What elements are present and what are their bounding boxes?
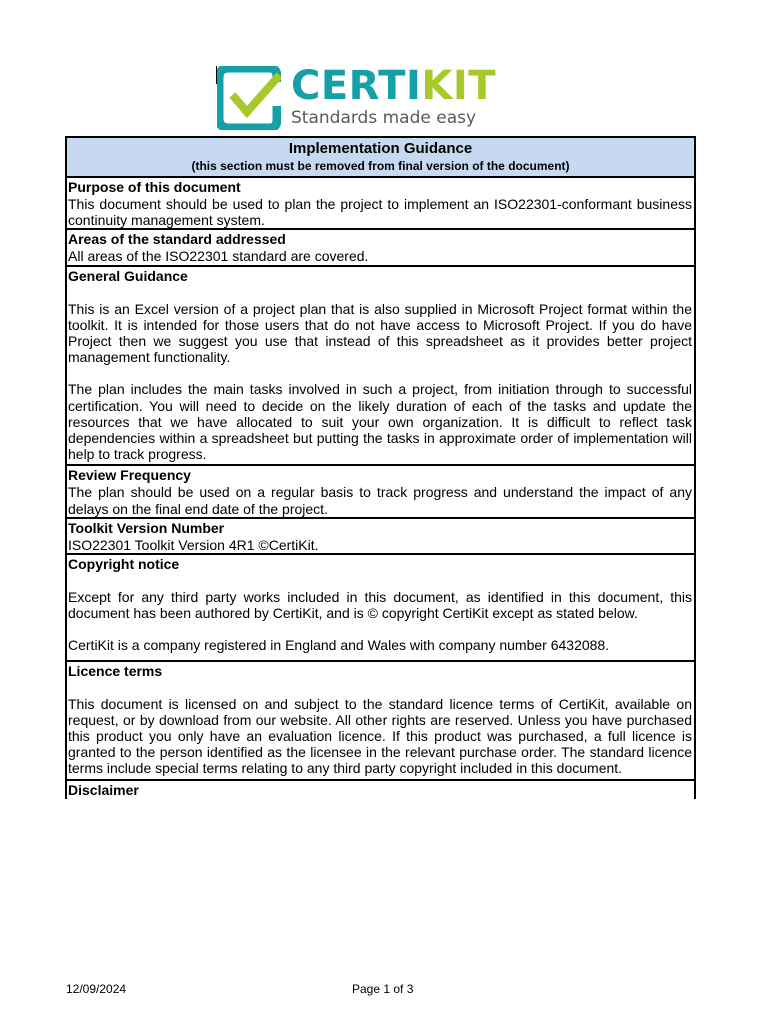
- section-heading: Licence terms: [68, 662, 163, 679]
- section-purpose: [67, 178, 694, 230]
- checkbox-logo-icon: [217, 66, 281, 130]
- footer-page-number: Page 1 of 3: [352, 982, 414, 996]
- section-text: This document should be used to plan the project to implement an ISO22301-conformant business continuity management system.: [68, 196, 692, 229]
- section-heading: Disclaimer: [68, 781, 139, 798]
- logo-word-certi: CERTI: [291, 63, 422, 109]
- certikit-logo: [217, 63, 497, 132]
- section-text: All areas of the ISO22301 standard are covered.: [68, 248, 369, 265]
- section-text: CertiKit is a company registered in England and Wales with company number 6432088.: [68, 637, 610, 654]
- guidance-header: [67, 138, 694, 178]
- footer-date: 12/09/2024: [66, 982, 127, 996]
- guidance-subtitle: (this section must be removed from final version of the document): [191, 159, 570, 173]
- logo-tagline: Standards made easy: [291, 108, 477, 128]
- section-text: ISO22301 Toolkit Version 4R1 ©CertiKit.: [68, 536, 319, 553]
- section-heading: Toolkit Version Number: [68, 519, 225, 536]
- section-text: The plan should be used on a regular basis to track progress and understand the impact of any delays on the final end date of the project.: [68, 484, 692, 517]
- section-heading: Areas of the standard addressed: [68, 231, 286, 248]
- section-text: This is an Excel version of a project plan that is also supplied in Microsoft Project format within the toolkit. It is intended for those users that do not have access to Microsoft Project. If you do have Project then we suggest you use that instead of this spreadsheet as it provides better project management functionality.: [68, 300, 692, 366]
- section-general-guidance: [67, 267, 694, 467]
- section-toolkit-version: [67, 519, 694, 555]
- section-copyright: [67, 555, 694, 662]
- section-review-frequency: [67, 466, 694, 518]
- section-heading: General Guidance: [68, 267, 188, 284]
- section-text: The plan includes the main tasks involved in such a project, from initiation through to successful certification. You will need to decide on the likely duration of each of the tasks and update the resources that we have allocated to suit your own organization. It is difficult to reflect task dependencies within a spreadsheet but putting the tasks in approximate order of implementation will help to track progress.: [68, 381, 692, 463]
- section-disclaimer: [67, 781, 694, 799]
- guidance-title: Implementation Guidance: [288, 140, 473, 157]
- section-licence: [67, 662, 694, 781]
- section-text: This document is licensed on and subject to the standard licence terms of CertiKit, available on request, or by download from our website. All other rights are reserved. Unless you have purchased this product you only have an evaluation licence. If this product was purchased, a full licence is granted to the person identified as the licensee in the relevant purchase order. The standard licence terms include special terms relating to any third party copyright included in this document.: [68, 695, 692, 777]
- section-heading: Copyright notice: [68, 556, 180, 573]
- guidance-table: [65, 136, 696, 799]
- logo-wordmark: [291, 62, 496, 110]
- section-areas: [67, 230, 694, 266]
- section-text: Except for any third party works included in this document, as identified in this document, this document has been authored by CertiKit, and is © copyright CertiKit except as stated below.: [68, 589, 692, 622]
- section-heading: Review Frequency: [68, 467, 191, 484]
- section-heading: Purpose of this document: [68, 179, 241, 195]
- logo-word-kit: KIT: [421, 63, 497, 109]
